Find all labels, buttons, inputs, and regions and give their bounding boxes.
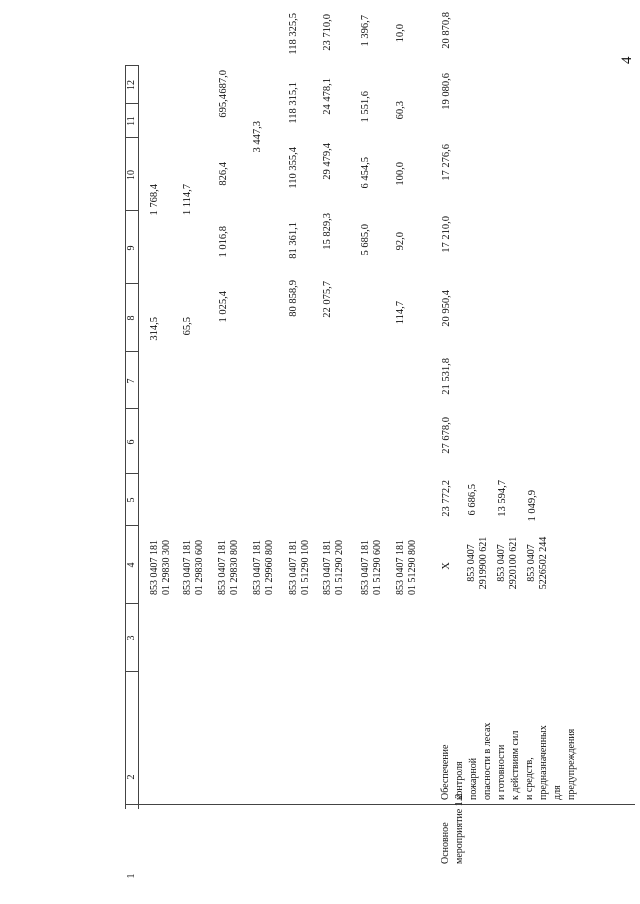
total-value: 20 950,4 (441, 290, 452, 327)
row-value: 3 447,3 (252, 121, 263, 153)
header-col-3: 3 (126, 635, 137, 641)
header-col-12: 12 (126, 80, 137, 90)
row-value: 114,7 (395, 301, 406, 325)
main-event-description: Обеспечение контроля пожарной опасности в лесах и готовности к действиям сил и средств, предназначенных для предупреждения (440, 722, 577, 800)
row-code: 853 0407 181 01 29960 800 (252, 540, 275, 595)
row-value: 1 551,6 (360, 91, 371, 123)
col-sep (125, 408, 138, 409)
sub-row-code: 853 0407 2919900 621 (466, 536, 489, 590)
col-sep (125, 351, 138, 352)
col-sep (125, 804, 635, 805)
row-code: 853 0407 181 01 29830 800 (217, 540, 240, 595)
col-sep (125, 65, 138, 66)
col-sep (125, 103, 138, 104)
row-value: 5 685,0 (360, 224, 371, 256)
header-col-9: 9 (126, 245, 137, 251)
row-code: 853 0407 181 01 51290 600 (360, 540, 383, 595)
col-sep (125, 603, 138, 604)
header-col-5: 5 (126, 497, 137, 503)
row-value: 81 361,1 (288, 222, 299, 259)
sub-row-value: 6 686,5 (467, 484, 478, 516)
row-code: 853 0407 181 01 29830 600 (182, 540, 205, 595)
header-col-7: 7 (126, 378, 137, 384)
header-col-8: 8 (126, 315, 137, 321)
row-value: 100,0 (395, 162, 406, 186)
row-value: 695,4 (218, 94, 229, 118)
row-value: 23 710,0 (322, 14, 333, 51)
sub-row-value: 13 594,7 (497, 480, 508, 517)
col-sep (125, 283, 138, 284)
sub-row-value: 1 049,9 (527, 490, 538, 522)
row-value: 1 016,8 (218, 226, 229, 258)
header-col-10: 10 (126, 170, 137, 180)
header-col-1: 1 (126, 873, 137, 879)
col-sep (125, 137, 138, 138)
total-value: 20 870,8 (441, 12, 452, 49)
row-value: 15 829,3 (322, 213, 333, 250)
row-value: 22 075,7 (322, 281, 333, 318)
col-sep (125, 473, 138, 474)
row-value: 10,0 (395, 24, 406, 43)
total-value: 21 531,8 (441, 358, 452, 395)
total-code: X (441, 562, 452, 570)
row-code: 853 0407 181 01 29830 300 (149, 540, 172, 595)
row-code: 853 0407 181 01 51290 100 (288, 540, 311, 595)
row-value: 118 315,1 (288, 82, 299, 124)
row-value: 65,5 (182, 317, 193, 336)
total-value: 19 080,6 (441, 73, 452, 110)
sub-row-code: 853 0407 2920100 621 (496, 536, 519, 590)
header-col-6: 6 (126, 439, 137, 445)
main-event-title: Основное мероприятие 1.2 (440, 793, 465, 864)
total-value: 27 678,0 (441, 417, 452, 454)
row-value: 1 396,7 (360, 15, 371, 47)
row-value: 110 355,4 (288, 147, 299, 189)
col-sep (125, 525, 138, 526)
row-value: 826,4 (218, 162, 229, 186)
row-value: 92,0 (395, 232, 406, 251)
row-value: 1 025,4 (218, 291, 229, 323)
col-sep (125, 210, 138, 211)
total-value: 23 772,2 (441, 480, 452, 517)
row-value: 314,5 (149, 317, 160, 341)
row-code: 853 0407 181 01 51290 800 (395, 540, 418, 595)
page-number: 4 (619, 56, 635, 64)
header-col-2: 2 (126, 774, 137, 780)
row-value: 118 325,5 (288, 13, 299, 55)
col-sep (125, 671, 138, 672)
row-value: 29 479,4 (322, 143, 333, 180)
total-value: 17 210,0 (441, 216, 452, 253)
total-value: 17 276,6 (441, 144, 452, 181)
row-code: 853 0407 181 01 51290 200 (322, 540, 345, 595)
row-value: 80 858,9 (288, 280, 299, 317)
row-value: 60,3 (395, 101, 406, 120)
row-value: 1 114,7 (182, 184, 193, 216)
sub-row-code: 853 0407 5226502 244 (526, 536, 549, 590)
row-value: 24 478,1 (322, 78, 333, 115)
row-value: 6 454,5 (360, 157, 371, 189)
header-col-11: 11 (126, 116, 137, 126)
header-bottom-border (138, 65, 139, 809)
header-col-4: 4 (126, 562, 137, 568)
row-value: 687,0 (218, 70, 229, 94)
row-value: 1 768,4 (149, 184, 160, 216)
